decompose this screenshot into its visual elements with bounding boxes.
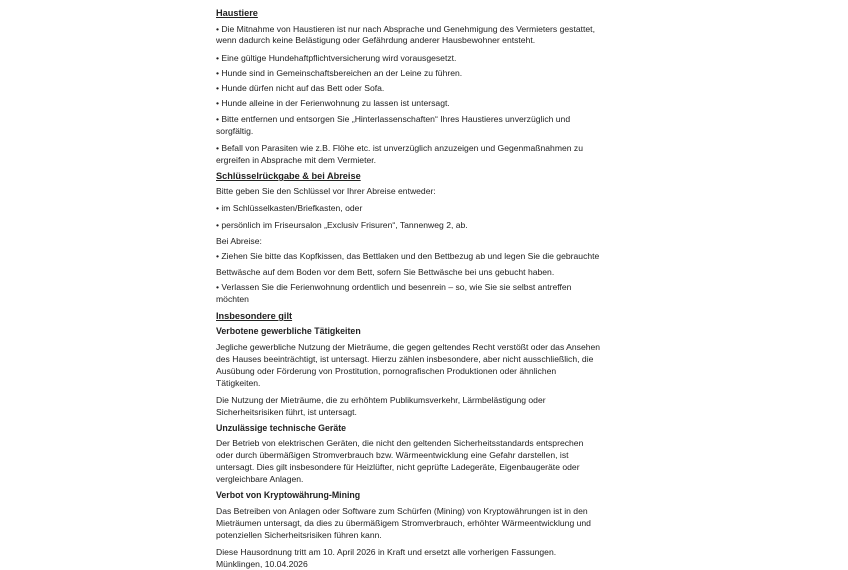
place-date: Münklingen, 10.04.2026 — [216, 559, 308, 569]
paragraph-line: potenziellen Sicherheitsrisiken führen kann. — [216, 530, 382, 540]
subheading-mining: Verbot von Kryptowährung-Mining — [216, 490, 361, 500]
list-item: • persönlich im Friseursalon „Exclusiv Frisuren“, Tannenweg 2, ab. — [216, 220, 468, 230]
paragraph-line: Die Nutzung der Mieträume, die zu erhöhtem Publikumsverkehr, Lärmbelästigung oder — [216, 395, 546, 405]
paragraph-line: Sicherheitsrisiken führt, ist untersagt. — [216, 407, 357, 417]
list-item: • Die Mitnahme von Haustieren ist nur nach Absprache und Genehmigung des Vermieters gestattet, — [216, 24, 595, 34]
list-item: • Hunde alleine in der Ferienwohnung zu lassen ist untersagt. — [216, 98, 450, 108]
section-heading-schluessel: Schlüsselrückgabe & bei Abreise — [216, 171, 361, 181]
list-item-cont: sorgfältig. — [216, 126, 254, 136]
list-item-cont: ergreifen in Absprache mit dem Vermieter. — [216, 155, 377, 165]
list-item: • Ziehen Sie bitte das Kopfkissen, das Bettlaken und den Bettbezug ab und legen Sie die gebrauchte — [216, 251, 600, 261]
paragraph-line: oder durch übermäßigen Stromverbrauch bzw. Wärmeentwicklung eine Gefahr darstellen, ist — [216, 450, 569, 460]
subheading-gewerbe: Verbotene gewerbliche Tätigkeiten — [216, 326, 361, 336]
paragraph-line: des Hauses beeinträchtigt, ist untersagt. Hierzu zählen insbesondere, aber nicht ausschließlich, die — [216, 354, 594, 364]
paragraph-line: vergleichbare Anlagen. — [216, 474, 304, 484]
section-heading-insbesondere: Insbesondere gilt — [216, 311, 293, 321]
paragraph: Bitte geben Sie den Schlüssel vor Ihrer Abreise entweder: — [216, 186, 436, 196]
list-item: • im Schlüsselkasten/Briefkasten, oder — [216, 203, 363, 213]
list-item: • Hunde sind in Gemeinschaftsbereichen an der Leine zu führen. — [216, 68, 463, 78]
paragraph-line: Mieträumen untersagt, da dies zu übermäßigem Stromverbrauch, erhöhter Wärmeentwicklung und — [216, 518, 591, 528]
paragraph: Bei Abreise: — [216, 236, 262, 246]
paragraph-line: Tätigkeiten. — [216, 378, 261, 388]
paragraph-line: Jegliche gewerbliche Nutzung der Mieträume, die gegen geltendes Recht verstößt oder das Ansehen — [216, 342, 601, 352]
list-item: • Befall von Parasiten wie z.B. Flöhe etc. ist unverzüglich anzuzeigen und Gegenmaßnahmen zu — [216, 143, 584, 153]
list-item: • Eine gültige Hundehaftpflichtversicherung wird vorausgesetzt. — [216, 53, 457, 63]
list-item: • Bitte entfernen und entsorgen Sie „Hinterlassenschaften“ Ihres Haustieres unverzüglich und — [216, 114, 571, 124]
list-item-cont: möchten — [216, 294, 249, 304]
paragraph-line: Das Betreiben von Anlagen oder Software zum Schürfen (Mining) von Kryptowährungen ist in den — [216, 506, 588, 516]
list-item: • Hunde dürfen nicht auf das Bett oder Sofa. — [216, 83, 385, 93]
subheading-geraete: Unzulässige technische Geräte — [216, 423, 347, 433]
list-item: • Verlassen Sie die Ferienwohnung ordentlich und besenrein – so, wie Sie sie selbst antreffen — [216, 282, 572, 292]
list-item-cont: Bettwäsche auf dem Boden vor dem Bett, sofern Sie Bettwäsche bei uns gebucht haben. — [216, 267, 555, 277]
section-heading-haustiere: Haustiere — [216, 8, 258, 18]
paragraph-line: untersagt. Dies gilt insbesondere für Heizlüfter, nicht geprüfte Ladegeräte, Eigenbaugeräte oder — [216, 462, 580, 472]
closing-statement: Diese Hausordnung tritt am 10. April 2026 in Kraft und ersetzt alle vorherigen Fassungen. — [216, 547, 557, 557]
paragraph-line: Ausübung oder Förderung von Prostitution, pornografischen Produktionen oder ähnlichen — [216, 366, 557, 376]
list-item-cont: wenn dadurch keine Belästigung oder Gefährdung anderer Hausbewohner entsteht. — [216, 35, 536, 45]
paragraph-line: Der Betrieb von elektrischen Geräten, die nicht den geltenden Sicherheitsstandards entsprechen — [216, 438, 584, 448]
